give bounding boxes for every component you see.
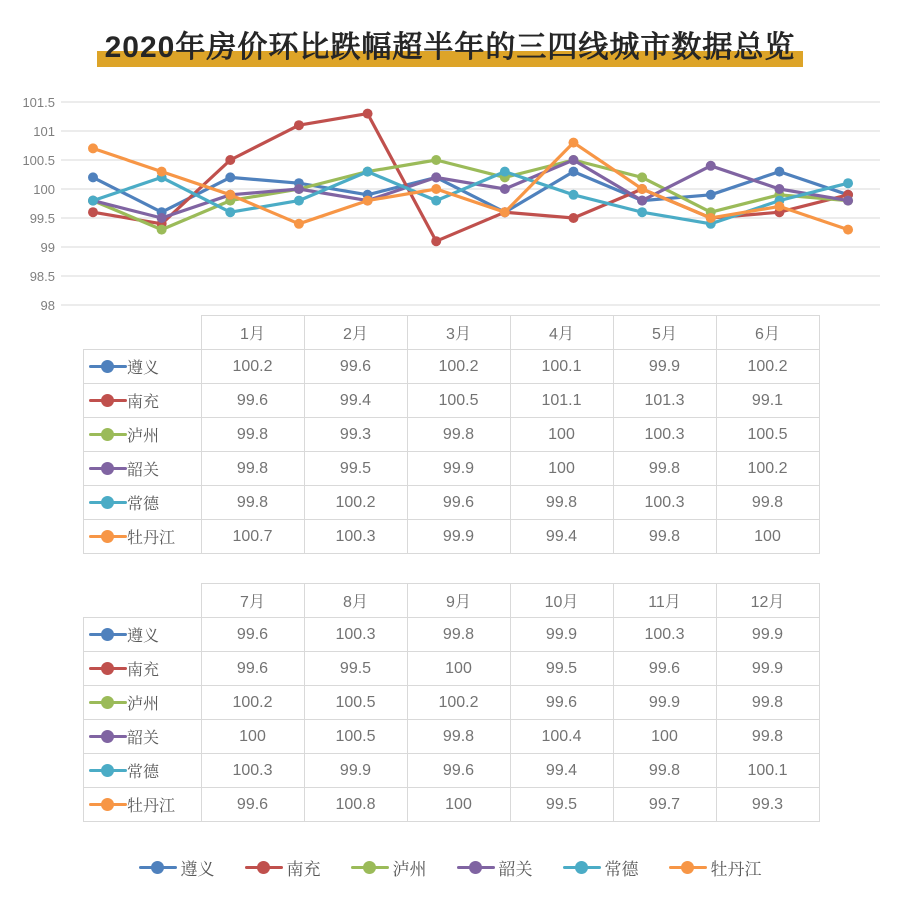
row-label-cell <box>84 754 202 788</box>
series-marker-icon <box>563 861 601 874</box>
series-marker-icon <box>89 662 127 675</box>
value-cell: 99.8 <box>613 520 716 554</box>
data-point-marker <box>500 207 510 217</box>
city-name: 南充 <box>127 394 160 411</box>
corner-cell <box>84 584 202 618</box>
data-point-marker <box>363 167 373 177</box>
series-marker-icon <box>89 730 127 743</box>
value-cell: 99.5 <box>304 652 407 686</box>
city-name: 泸州 <box>127 696 160 713</box>
legend-label: 遵义 <box>180 860 215 879</box>
value-cell: 99.5 <box>510 652 613 686</box>
data-point-marker <box>88 207 98 217</box>
series-marker-icon <box>351 861 389 874</box>
title-block <box>0 0 900 80</box>
row-label-cell <box>84 384 202 418</box>
y-tick-label: 99 <box>40 240 55 255</box>
data-point-marker <box>294 184 304 194</box>
y-tick-label: 98.5 <box>29 269 55 284</box>
row-label-cell <box>84 520 202 554</box>
data-point-marker <box>363 109 373 119</box>
value-cell: 99.3 <box>716 788 819 822</box>
series-marker-icon <box>89 628 127 641</box>
data-point-marker <box>568 155 578 165</box>
series-marker-icon <box>89 496 127 509</box>
value-cell: 101.3 <box>613 384 716 418</box>
city-name: 牡丹江 <box>127 530 176 547</box>
series-marker-icon <box>139 861 177 874</box>
table-row <box>84 618 820 652</box>
value-cell: 99.8 <box>201 452 304 486</box>
data-point-marker <box>774 201 784 211</box>
row-label-cell <box>84 452 202 486</box>
row-label-cell <box>84 720 202 754</box>
series-marker-icon <box>89 428 127 441</box>
y-tick-label: 98 <box>40 298 55 313</box>
city-name: 遵义 <box>127 360 160 377</box>
data-point-marker <box>774 184 784 194</box>
data-point-marker <box>157 167 167 177</box>
value-cell: 100.2 <box>716 350 819 384</box>
value-cell: 99.6 <box>613 652 716 686</box>
value-cell: 100.5 <box>716 418 819 452</box>
month-header-cell: 11月 <box>613 584 716 618</box>
table-row <box>84 788 820 822</box>
city-name: 遵义 <box>127 628 160 645</box>
data-point-marker <box>568 190 578 200</box>
value-cell: 99.5 <box>510 788 613 822</box>
value-cell: 100.2 <box>201 686 304 720</box>
city-name: 南充 <box>127 662 160 679</box>
value-cell: 99.8 <box>201 418 304 452</box>
value-cell: 99.6 <box>407 754 510 788</box>
value-cell: 99.9 <box>716 618 819 652</box>
value-cell: 100.3 <box>304 618 407 652</box>
value-cell: 100.3 <box>201 754 304 788</box>
value-cell: 99.7 <box>613 788 716 822</box>
legend-item <box>669 855 762 880</box>
row-label-cell <box>84 350 202 384</box>
series-marker-icon <box>89 798 127 811</box>
table-row <box>84 720 820 754</box>
value-cell: 99.9 <box>613 686 716 720</box>
table-row <box>84 350 820 384</box>
data-point-marker <box>774 167 784 177</box>
value-cell: 99.6 <box>201 652 304 686</box>
value-cell: 100.2 <box>407 686 510 720</box>
data-point-marker <box>363 196 373 206</box>
table-row <box>84 652 820 686</box>
table-header-row <box>84 584 820 618</box>
data-point-marker <box>500 167 510 177</box>
value-cell: 100.3 <box>613 486 716 520</box>
table-row <box>84 686 820 720</box>
data-point-marker <box>225 172 235 182</box>
table-row <box>84 754 820 788</box>
data-point-marker <box>637 196 647 206</box>
chart-legend <box>0 855 900 880</box>
value-cell: 99.8 <box>407 720 510 754</box>
month-header-cell: 7月 <box>201 584 304 618</box>
month-header-cell: 2月 <box>304 316 407 350</box>
value-cell: 99.9 <box>407 452 510 486</box>
legend-item <box>139 855 215 880</box>
data-point-marker <box>157 213 167 223</box>
value-cell: 100.2 <box>716 452 819 486</box>
data-point-marker <box>637 172 647 182</box>
row-label-cell <box>84 652 202 686</box>
row-label-cell <box>84 788 202 822</box>
series-marker-icon <box>89 696 127 709</box>
value-cell: 100.5 <box>304 720 407 754</box>
value-cell: 100.3 <box>613 618 716 652</box>
value-cell: 99.6 <box>304 350 407 384</box>
table-row <box>84 452 820 486</box>
y-tick-label: 100 <box>33 182 55 197</box>
data-point-marker <box>294 120 304 130</box>
table-row <box>84 520 820 554</box>
y-tick-label: 100.5 <box>22 153 55 168</box>
data-point-marker <box>637 184 647 194</box>
value-cell: 99.9 <box>510 618 613 652</box>
data-point-marker <box>706 213 716 223</box>
value-cell: 99.8 <box>201 486 304 520</box>
city-name: 韶关 <box>127 730 160 747</box>
value-cell: 101.1 <box>510 384 613 418</box>
series-marker-icon <box>669 861 707 874</box>
legend-label: 韶关 <box>498 860 533 879</box>
data-point-marker <box>225 155 235 165</box>
value-cell: 99.9 <box>304 754 407 788</box>
value-cell: 99.4 <box>510 520 613 554</box>
value-cell: 100.2 <box>201 350 304 384</box>
value-cell: 99.4 <box>304 384 407 418</box>
page-title: 2020年房价环比跌幅超半年的三四线城市数据总览 <box>104 31 796 64</box>
city-name: 泸州 <box>127 428 160 445</box>
value-cell: 99.9 <box>716 652 819 686</box>
value-cell: 100 <box>201 720 304 754</box>
data-point-marker <box>431 172 441 182</box>
value-cell: 100.1 <box>716 754 819 788</box>
value-cell: 99.8 <box>613 452 716 486</box>
value-cell: 100 <box>510 452 613 486</box>
value-cell: 99.1 <box>716 384 819 418</box>
city-name: 常德 <box>127 496 160 513</box>
legend-label: 牡丹江 <box>710 860 762 879</box>
data-point-marker <box>843 225 853 235</box>
value-cell: 99.8 <box>407 618 510 652</box>
data-point-marker <box>568 167 578 177</box>
value-cell: 99.6 <box>510 686 613 720</box>
series-marker-icon <box>89 394 127 407</box>
table-header-row <box>84 316 820 350</box>
series-marker-icon <box>245 861 283 874</box>
legend-item <box>563 855 639 880</box>
table-jan-jun <box>83 315 820 554</box>
value-cell: 99.6 <box>407 486 510 520</box>
value-cell: 100.7 <box>201 520 304 554</box>
data-point-marker <box>225 190 235 200</box>
value-cell: 100 <box>407 788 510 822</box>
row-label-cell <box>84 618 202 652</box>
y-tick-label: 99.5 <box>29 211 55 226</box>
legend-item <box>457 855 533 880</box>
legend-label: 常德 <box>604 860 639 879</box>
value-cell: 99.8 <box>510 486 613 520</box>
month-header-cell: 12月 <box>716 584 819 618</box>
data-point-marker <box>294 219 304 229</box>
value-cell: 99.4 <box>510 754 613 788</box>
value-cell: 100.5 <box>304 686 407 720</box>
value-cell: 100.2 <box>304 486 407 520</box>
value-cell: 99.8 <box>613 754 716 788</box>
value-cell: 99.6 <box>201 618 304 652</box>
data-point-marker <box>500 184 510 194</box>
y-tick-label: 101 <box>33 124 55 139</box>
data-point-marker <box>294 196 304 206</box>
legend-item <box>245 855 321 880</box>
y-tick-label: 101.5 <box>22 95 55 110</box>
month-header-cell: 9月 <box>407 584 510 618</box>
value-cell: 99.9 <box>613 350 716 384</box>
city-name: 韶关 <box>127 462 160 479</box>
month-header-cell: 8月 <box>304 584 407 618</box>
legend-label: 南充 <box>286 860 321 879</box>
data-point-marker <box>706 161 716 171</box>
month-header-cell: 10月 <box>510 584 613 618</box>
city-name: 常德 <box>127 764 160 781</box>
data-point-marker <box>843 196 853 206</box>
line-chart <box>0 85 900 325</box>
series-marker-icon <box>89 530 127 543</box>
series-path <box>93 172 848 224</box>
value-cell: 99.6 <box>201 788 304 822</box>
month-header-cell: 1月 <box>201 316 304 350</box>
value-cell: 99.3 <box>304 418 407 452</box>
table-row <box>84 384 820 418</box>
value-cell: 99.5 <box>304 452 407 486</box>
value-cell: 99.9 <box>407 520 510 554</box>
month-header-cell: 5月 <box>613 316 716 350</box>
value-cell: 99.6 <box>201 384 304 418</box>
value-cell: 100.1 <box>510 350 613 384</box>
series-marker-icon <box>457 861 495 874</box>
data-point-marker <box>568 138 578 148</box>
row-label-cell <box>84 418 202 452</box>
data-point-marker <box>843 178 853 188</box>
legend-label: 泸州 <box>392 860 427 879</box>
data-point-marker <box>637 207 647 217</box>
data-point-marker <box>431 196 441 206</box>
series-marker-icon <box>89 360 127 373</box>
value-cell: 100.3 <box>304 520 407 554</box>
value-cell: 100.8 <box>304 788 407 822</box>
data-point-marker <box>706 190 716 200</box>
value-cell: 100 <box>716 520 819 554</box>
month-header-cell: 3月 <box>407 316 510 350</box>
value-cell: 100 <box>510 418 613 452</box>
data-point-marker <box>157 225 167 235</box>
table-row <box>84 486 820 520</box>
legend-item <box>351 855 427 880</box>
month-header-cell: 4月 <box>510 316 613 350</box>
data-point-marker <box>88 172 98 182</box>
corner-cell <box>84 316 202 350</box>
series-line-1 <box>88 109 853 247</box>
value-cell: 100.4 <box>510 720 613 754</box>
value-cell: 99.8 <box>716 686 819 720</box>
data-point-marker <box>225 207 235 217</box>
row-label-cell <box>84 686 202 720</box>
data-point-marker <box>568 213 578 223</box>
data-point-marker <box>431 236 441 246</box>
table-row <box>84 418 820 452</box>
value-cell: 99.8 <box>407 418 510 452</box>
series-marker-icon <box>89 462 127 475</box>
row-label-cell <box>84 486 202 520</box>
value-cell: 100 <box>613 720 716 754</box>
table-jul-dec <box>83 583 820 822</box>
data-point-marker <box>88 143 98 153</box>
value-cell: 100 <box>407 652 510 686</box>
month-header-cell: 6月 <box>716 316 819 350</box>
series-marker-icon <box>89 764 127 777</box>
series-path <box>93 114 848 242</box>
data-point-marker <box>431 155 441 165</box>
value-cell: 100.5 <box>407 384 510 418</box>
value-cell: 99.8 <box>716 486 819 520</box>
y-axis-labels <box>22 95 55 313</box>
value-cell: 99.8 <box>716 720 819 754</box>
value-cell: 100.3 <box>613 418 716 452</box>
data-point-marker <box>88 196 98 206</box>
value-cell: 100.2 <box>407 350 510 384</box>
data-point-marker <box>431 184 441 194</box>
city-name: 牡丹江 <box>127 798 176 815</box>
